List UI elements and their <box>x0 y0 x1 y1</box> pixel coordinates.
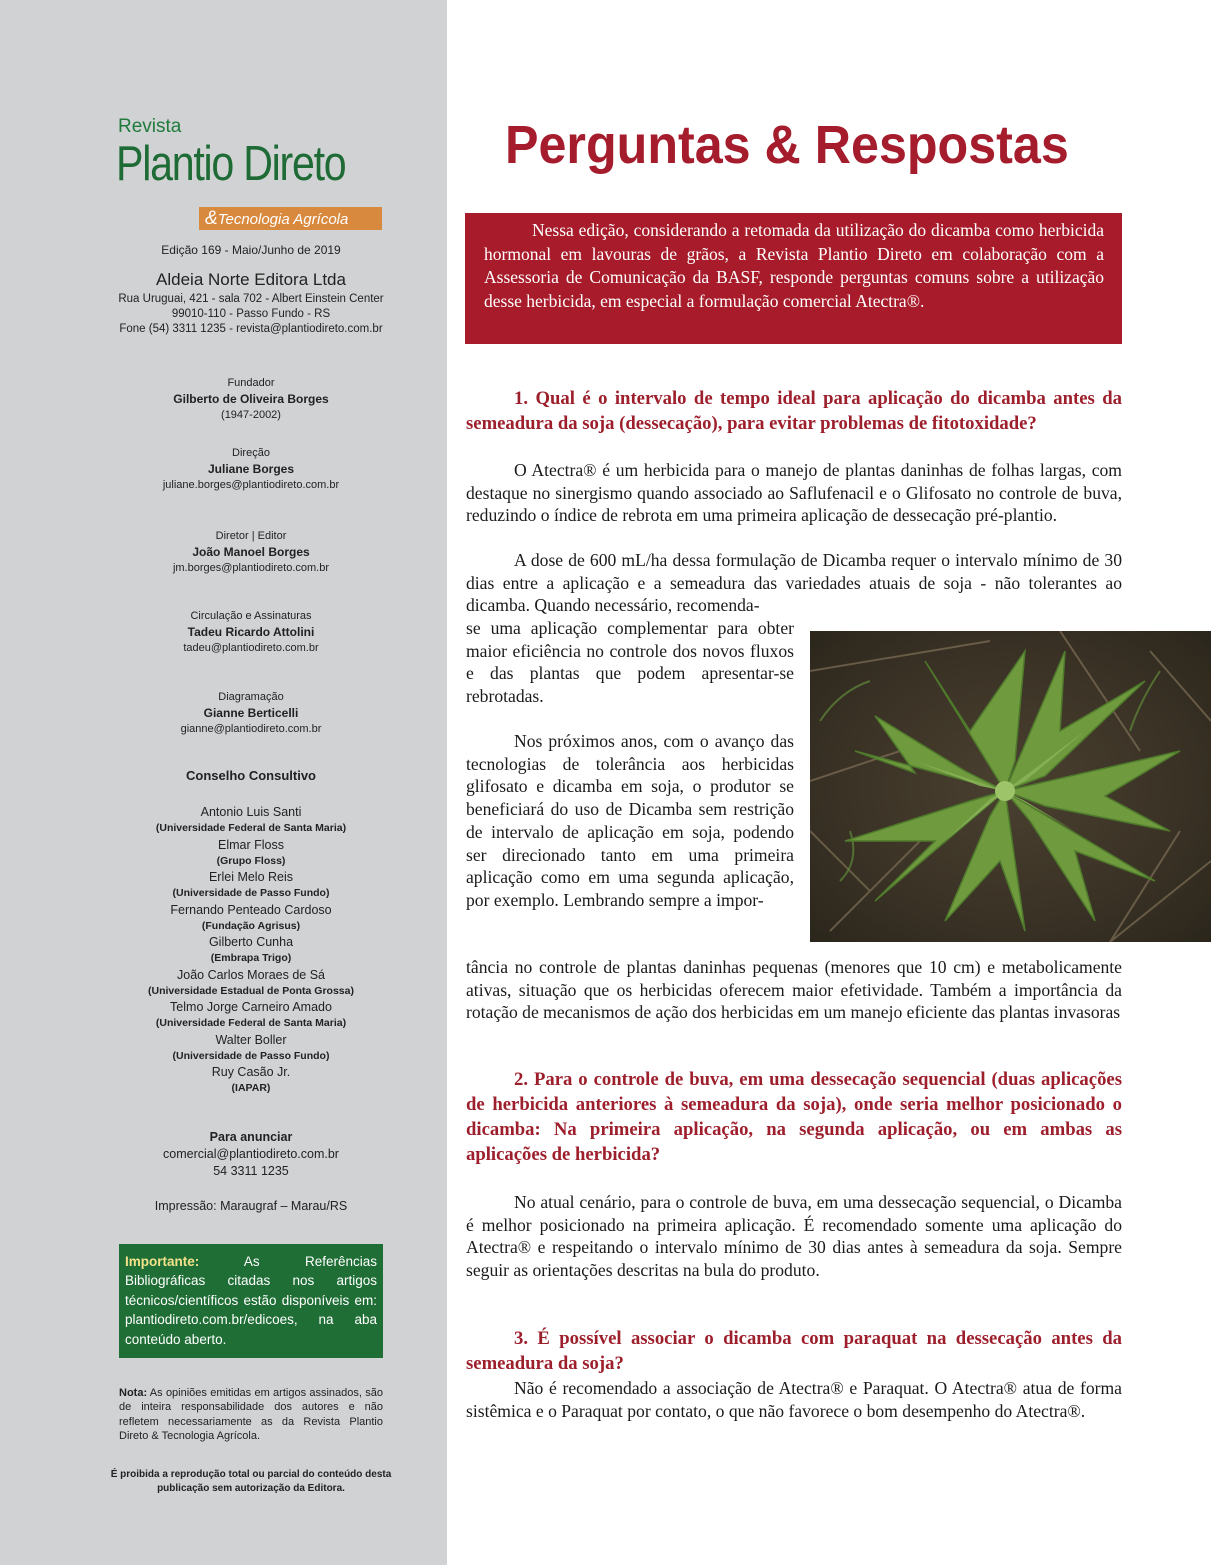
council-member <box>55 1063 447 1096</box>
advertising-contact <box>55 1129 447 1180</box>
answer-2: No atual cenário, para o controle de buva, em uma dessecação sequencial, o Dicamba é melhor posicionado na primeira aplicação. É recomendado somente uma aplicação do Atectra® e respeitando o intervalo mínimo de 30 dias antes à semeadura da soja. Sempre seguir as orientações descritas na bula do produto. <box>466 1192 1122 1281</box>
note-text: As opiniões emitidas em artigos assinados, são de inteira responsabilidade dos autores e não refletem necessariamente as da Revista Plantio Direto & Tecnologia Agrícola. <box>119 1387 383 1443</box>
member-name: João Carlos Moraes de Sá <box>177 967 325 982</box>
important-text: As Referências Bibliográficas citadas nos artigos técnicos/científicos estão disponíveis em: plantiodireto.com.br/edicoes, na aba conteúdo aberto. <box>125 1254 377 1347</box>
masthead-title: Plantio Direto <box>116 137 346 191</box>
masthead-sidebar <box>0 0 447 1565</box>
member-name: Elmar Floss <box>218 837 284 852</box>
credit-layout <box>55 689 447 737</box>
credit-role: Fundador <box>227 377 275 389</box>
credit-extra: (1947-2002) <box>221 409 281 421</box>
council-member <box>55 933 447 966</box>
phone-email-line: Fone (54) 3311 1235 - revista@plantiodireto.com.br <box>119 323 383 335</box>
intro-text: Nessa edição, considerando a retomada da utilização do dicamba como herbicida hormonal em lavouras de grãos, a Revista Plantio Direto em colaboração com a Assessoria de Comunicação da BASF, responde perguntas comuns sobre a utilização desse herbicida, em especial a formulação comercial Atectra®. <box>484 220 1104 311</box>
advertising-heading: Para anunciar <box>209 1130 293 1144</box>
credit-email: tadeu@plantiodireto.com.br <box>183 642 319 654</box>
important-notice-box <box>119 1244 383 1358</box>
council-member <box>55 803 447 836</box>
masthead-subtitle: Tecnologia Agrícola <box>217 211 349 228</box>
council-member <box>55 998 447 1031</box>
member-institution: (Fundação Agrisus) <box>201 919 301 932</box>
credit-circulation <box>55 608 447 656</box>
masthead-revista: Revista <box>118 116 182 137</box>
credit-email: juliane.borges@plantiodireto.com.br <box>162 479 340 491</box>
article-headline: Perguntas & Respostas <box>505 115 1069 175</box>
answer-3: Não é recomendado a associação de Atectra® e Paraquat. O Atectra® atua de forma sistêmica e o Paraquat por contato, o que não favorece o bom desempenho do Atectra®. <box>466 1378 1122 1421</box>
credit-name: Gilberto de Oliveira Borges <box>173 392 329 406</box>
advertising-phone: 54 3311 1235 <box>213 1164 289 1178</box>
answer-1-paragraph-3-continued: tância no controle de plantas daninhas pequenas (menores que 10 cm) e metabolicamente ativas, situação que os herbicidas oferecem maior efetividade. Também a importância da rotação de mecanismos de ação dos herbicidas em um manejo eficiente das plantas invasoras <box>466 957 1122 1023</box>
council-member <box>55 868 447 901</box>
council-member <box>55 1031 447 1064</box>
member-name: Erlei Melo Reis <box>208 870 294 884</box>
member-name: Fernando Penteado Cardoso <box>170 902 332 917</box>
credit-email: jm.borges@plantiodireto.com.br <box>172 562 330 574</box>
credit-role: Circulação e Assinaturas <box>190 610 312 622</box>
council-list <box>55 803 447 1096</box>
question-1: 1. Qual é o intervalo de tempo ideal para aplicação do dicamba antes da semeadura da soja (dessecação), para evitar problemas de fitotoxidade? <box>466 388 1122 434</box>
credit-name: Juliane Borges <box>207 462 295 476</box>
member-institution: (Universidade de Passo Fundo) <box>172 1049 330 1062</box>
credit-name: João Manoel Borges <box>192 545 310 559</box>
council-member <box>55 901 447 934</box>
credit-founder <box>55 375 447 423</box>
member-institution: (Grupo Floss) <box>216 854 286 867</box>
question-3: 3. É possível associar o dicamba com paraquat na dessecação antes da semeadura da soja? <box>466 1328 1122 1374</box>
credit-role: Diagramação <box>218 691 284 703</box>
member-name: Telmo Jorge Carneiro Amado <box>170 1000 332 1014</box>
member-institution: (Universidade Federal de Santa Maria) <box>155 822 347 834</box>
important-label: Importante: <box>125 1254 200 1269</box>
credit-email: gianne@plantiodireto.com.br <box>180 723 322 735</box>
answer-1-paragraph-3: Nos próximos anos, com o avanço das tecnologias de tolerância aos herbicidas glifosato e dicamba em soja, o produtor se beneficiará do uso de Dicamba sem restrição de intervalo de aplicação em soja, podendo ser direcionado tanto em uma primeira aplicação como em uma segunda aplicação, por exemplo. Lembrando sempre a impor- <box>466 731 794 910</box>
council-member <box>55 836 447 869</box>
publisher-address <box>0 292 447 337</box>
buva-plant-photo <box>810 631 1211 942</box>
credit-direction <box>55 445 447 493</box>
advertising-email: comercial@plantiodireto.com.br <box>163 1147 339 1161</box>
address-line-1: Rua Uruguai, 421 - sala 702 - Albert Einstein Center <box>118 293 384 305</box>
question-2: 2. Para o controle de buva, em uma dessecação sequencial (duas aplicações de herbicida anteriores à semeadura da soja), onde seria melhor posicionado o dicamba: Na primeira aplicação, na segunda aplicação, ou em ambas as aplicações de herbicida? <box>466 1069 1122 1165</box>
note-disclaimer <box>119 1386 383 1444</box>
member-institution: (IAPAR) <box>231 1082 271 1094</box>
credit-role: Direção <box>232 447 270 459</box>
printing-info: Impressão: Maraugraf – Marau/RS <box>154 1199 348 1213</box>
masthead-ampersand: & <box>205 208 218 229</box>
member-name: Ruy Casão Jr. <box>211 1065 291 1079</box>
intro-box <box>465 213 1122 344</box>
publisher-name: Aldeia Norte Editora Ltda <box>156 270 346 289</box>
member-institution: (Universidade Federal de Santa Maria) <box>155 1017 347 1029</box>
member-name: Antonio Luis Santi <box>200 805 302 819</box>
credit-editor <box>55 528 447 576</box>
edition-line: Edição 169 - Maio/Junho de 2019 <box>161 243 341 257</box>
council-member <box>55 966 447 999</box>
member-institution: (Universidade de Passo Fundo) <box>172 887 330 899</box>
credit-name: Gianne Berticelli <box>203 706 299 720</box>
member-name: Gilberto Cunha <box>208 935 294 949</box>
credit-name: Tadeu Ricardo Attolini <box>187 625 315 639</box>
answer-1-paragraph-2-continued: se uma aplicação complementar para obter maior eficiência no controle dos novos fluxos e das plantas que podem apresentar-se rebrotadas. <box>466 618 794 707</box>
credit-role: Diretor | Editor <box>215 530 287 542</box>
member-institution: (Universidade Estadual de Ponta Grossa) <box>148 984 354 997</box>
reproduction-notice: É proibida a reprodução total ou parcial do conteúdo desta publicação sem autorização da Editora. <box>110 1469 392 1494</box>
member-name: Walter Boller <box>215 1032 287 1047</box>
answer-1-paragraph-1: O Atectra® é um herbicida para o manejo de plantas daninhas de folhas largas, com destaque no sinergismo quando associado ao Saflufenacil e o Glifosato no controle de buva, reduzindo o índice de rebrota em uma primeira aplicação de dessecação pré-plantio. <box>466 460 1122 526</box>
member-institution: (Embrapa Trigo) <box>210 952 292 964</box>
council-heading: Conselho Consultivo <box>186 768 316 783</box>
answer-1-paragraph-2: A dose de 600 mL/ha dessa formulação de Dicamba requer o intervalo mínimo de 30 dias entre a aplicação e a semeadura das variedades atuais de soja - não tolerantes ao dicamba. Quando necessário, recomenda- <box>466 550 1122 616</box>
address-line-2: 99010-110 - Passo Fundo - RS <box>171 308 331 320</box>
note-label: Nota: <box>119 1387 148 1399</box>
masthead-subtitle-band <box>199 207 382 230</box>
